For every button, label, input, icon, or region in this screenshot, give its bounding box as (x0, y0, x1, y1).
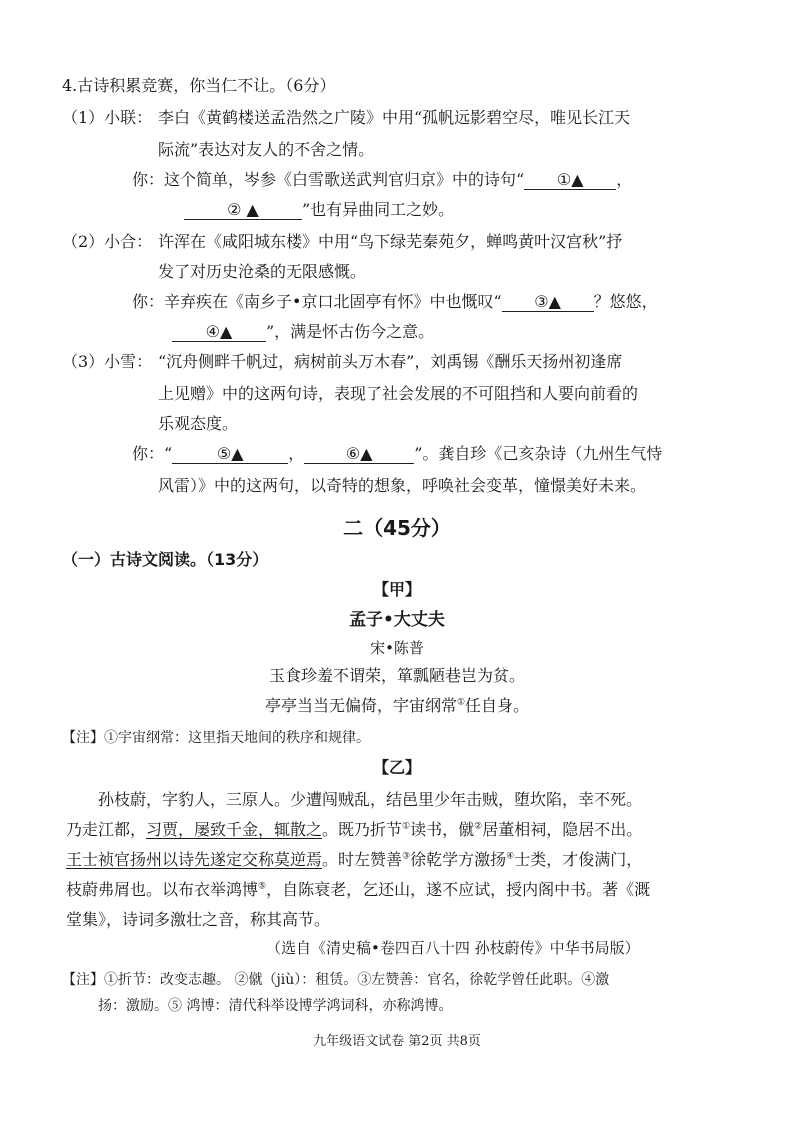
passage-yi-label: 【乙】 (372, 758, 421, 777)
q4-part2-reply (132, 292, 658, 312)
footnote-marker: ④ (506, 851, 515, 862)
passage-text: 乃走江都， (66, 820, 147, 839)
q4-part3-lead: （3）小雪： (62, 352, 153, 371)
q4-part2-line2: 发了对历史沧桑的无限感慨。 (158, 262, 367, 281)
poem-title: 孟子•大丈夫 (349, 610, 445, 630)
reply-text: ”也有异曲同工之妙。 (302, 200, 455, 219)
footnote-marker: ⑤ (258, 881, 267, 892)
q4-part3-reply (132, 444, 662, 464)
section-2-heading: 二（45分） (343, 516, 451, 540)
answer-blank-3[interactable]: ③▲ (502, 293, 594, 312)
poem-note: 【注】①宇宙纲常：这里指天地间的秩序和规律。 (62, 730, 370, 746)
footnote-marker: ① (456, 697, 466, 708)
q4-part3-line1: “沉舟侧畔千帆过，病树前头万木春”，刘禹锡《酬乐天扬州初逢席 (158, 352, 623, 371)
reply-text: 你：“ (132, 444, 173, 463)
question-4-title: 4.古诗积累竞赛，你当仁不让。（6分） (62, 76, 336, 95)
poem-line-2 (0, 696, 794, 716)
q4-part1-line1: 李白《黄鹤楼送孟浩然之广陵》中用“孤帆远影碧空尽，唯见长江天 (158, 108, 631, 127)
q4-part2-reply-cont (172, 322, 434, 342)
page-footer: 九年级语文试卷 第2页 共8页 (313, 1034, 481, 1049)
passage-line-4 (66, 880, 650, 900)
passage-note-line-2: 扬：激励。⑤ 鸿博：清代科举设博学鸿词科，亦称鸿博。 (98, 998, 453, 1014)
reply-text: 你：这个简单，岑参《白雪歌送武判官归京》中的诗句“ (132, 170, 525, 189)
reply-text: ？悠悠， (593, 292, 658, 311)
q4-part1-reply-cont (184, 200, 454, 220)
passage-line-5: 堂集》，诗词多激壮之音，称其高节。 (66, 910, 331, 929)
reply-text: ， (616, 170, 633, 189)
passage-jia-label: 【甲】 (372, 580, 421, 599)
answer-blank-1[interactable]: ①▲ (524, 171, 616, 190)
passage-text: 徐乾学方激扬 (410, 850, 507, 869)
q4-part1-reply (132, 170, 632, 190)
poem-text: 任自身。 (465, 696, 530, 715)
passage-text: 。时左赞善 (322, 850, 403, 869)
passage-source: （选自《清史稿•卷四百八十四 孙枝蔚传》中华书局版） (266, 939, 640, 957)
poem-line-1: 玉食珍羞不谓荣，箪瓢陋巷岂为贫。 (268, 666, 525, 685)
q4-part1-lead: （1）小联： (62, 108, 153, 127)
footnote-marker: ① (402, 821, 411, 832)
passage-line-2 (66, 820, 642, 840)
passage-line-3 (66, 850, 642, 870)
passage-line-1: 孙枝蔚，字豹人，三原人。少遭闯贼乱，结邑里少年击贼，堕坎陷，幸不死。 (98, 790, 643, 809)
answer-blank-5[interactable]: ⑤▲ (172, 445, 288, 464)
underlined-sentence-2: 王士祯官扬州以诗先遂定交称莫逆焉 (66, 850, 323, 869)
reply-text: ， (288, 444, 305, 463)
answer-blank-6[interactable]: ⑥▲ (304, 445, 414, 464)
passage-note-line-1: 【注】①折节：改变志趣。 ②僦（jiù）：租赁。③左赞善：官名，徐乾学曾任此职。④激 (62, 972, 610, 988)
reply-text: 你：辛弃疾在《南乡子•京口北固亭有怀》中也慨叹“ (132, 292, 502, 311)
footnote-marker: ③ (402, 851, 411, 862)
passage-text: 读书，僦 (410, 820, 475, 839)
q4-part3-line2: 上见赠》中的这两句诗，表现了社会发展的不可阻挡和人要向前看的 (158, 384, 639, 403)
subsection-1-heading: （一）古诗文阅读。（13分） (62, 550, 269, 569)
q4-part2-line1: 许浑在《咸阳城东楼》中用“鸟下绿芜秦苑夕，蝉鸣黄叶汉宫秋”抒 (158, 232, 623, 251)
underlined-sentence-1: 习贾，屡致千金，辄散之 (146, 820, 323, 839)
poem-author: 宋•陈普 (370, 639, 424, 657)
q4-part2-lead: （2）小合： (62, 232, 153, 251)
q4-part3-line3: 乐观态度。 (158, 414, 239, 433)
answer-blank-2[interactable]: ② ▲ (184, 201, 302, 220)
passage-text: 。既乃折节 (322, 820, 403, 839)
q4-part3-reply-cont: 风雷）》中的这两句，以奇特的想象，呼唤社会变革，憧憬美好未来。 (158, 476, 647, 495)
passage-text: 士类，才俊满门， (514, 850, 643, 869)
footnote-marker: ② (474, 821, 483, 832)
q4-part1-line2: 际流”表达对友人的不舍之情。 (158, 140, 375, 159)
passage-text: ，自陈衰老，乞还山，遂不应试，授内阁中书。著《溉 (266, 880, 651, 899)
answer-blank-4[interactable]: ④▲ (172, 323, 266, 342)
poem-text: 亭亭当当无偏倚，宇宙纲常 (264, 696, 457, 715)
passage-text: 居董相祠，隐居不出。 (482, 820, 643, 839)
reply-text: ”，满是怀古伤今之意。 (266, 322, 435, 341)
reply-text: ”。龚自珍《己亥杂诗（九州生气恃 (414, 444, 663, 463)
passage-text: 枝蔚弗屑也。以布衣举鸿博 (66, 880, 259, 899)
